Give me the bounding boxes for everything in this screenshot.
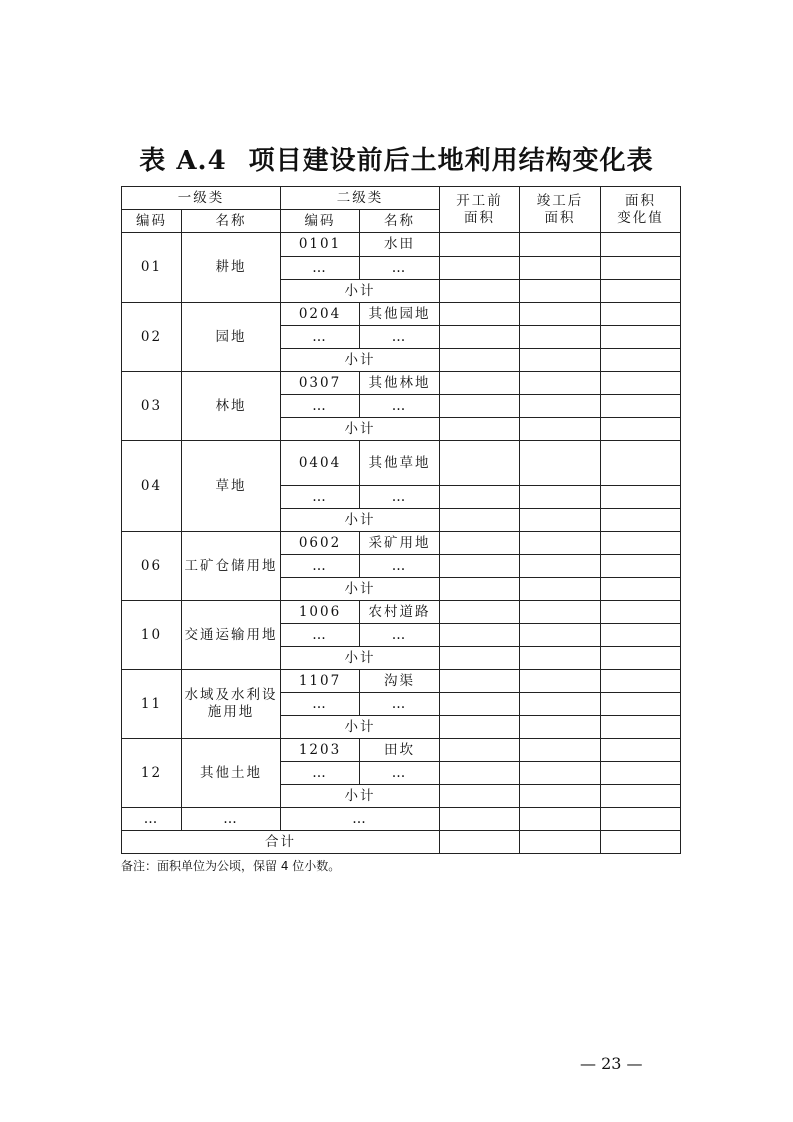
table-row — [122, 739, 681, 762]
after-area-cell — [520, 280, 601, 303]
ellipsis-cell: … — [281, 555, 360, 578]
header-after-area: 竣工后 面积 — [520, 187, 601, 233]
after-area-cell — [520, 831, 601, 854]
table-row — [122, 601, 681, 624]
area-change-cell — [601, 624, 681, 647]
table-title — [0, 140, 793, 177]
level1-name: 交通运输用地 — [182, 601, 281, 670]
area-change-cell — [601, 303, 681, 326]
subtotal-label: 小计 — [281, 349, 440, 372]
before-area-cell — [440, 670, 520, 693]
level2-name: 其他林地 — [360, 372, 440, 395]
after-area-cell — [520, 418, 601, 441]
level1-code: 12 — [122, 739, 182, 808]
subtotal-label: 小计 — [281, 509, 440, 532]
footnote: 备注：面积单位为公顷，保留 4 位小数。 — [121, 859, 341, 873]
header-area-change: 面积 变化值 — [601, 187, 681, 233]
after-area-cell — [520, 808, 601, 831]
level2-code: 1107 — [281, 670, 360, 693]
after-area-cell — [520, 372, 601, 395]
area-change-cell — [601, 532, 681, 555]
level1-name: 林地 — [182, 372, 281, 441]
before-area-cell — [440, 578, 520, 601]
level1-code: 04 — [122, 441, 182, 532]
before-area-cell — [440, 349, 520, 372]
ellipsis-cell: … — [281, 395, 360, 418]
after-area-cell — [520, 233, 601, 257]
level2-code: 0101 — [281, 233, 360, 257]
header-before-area: 开工前 面积 — [440, 187, 520, 233]
ellipsis-cell: … — [281, 326, 360, 349]
ellipsis-cell: … — [281, 486, 360, 509]
after-area-cell — [520, 716, 601, 739]
ellipsis-cell: … — [360, 257, 440, 280]
level2-code: 1203 — [281, 739, 360, 762]
header-sub-name: 名称 — [360, 210, 440, 233]
level2-name: 田坎 — [360, 739, 440, 762]
area-change-cell — [601, 831, 681, 854]
after-area-cell — [520, 326, 601, 349]
before-area-cell — [440, 601, 520, 624]
ellipsis-cell: … — [360, 486, 440, 509]
level2-name: 沟渠 — [360, 670, 440, 693]
area-change-cell — [601, 716, 681, 739]
after-area-cell — [520, 601, 601, 624]
ellipsis-cell: … — [360, 555, 440, 578]
level2-name: 其他草地 — [360, 441, 440, 486]
level2-code: 0307 — [281, 372, 360, 395]
after-area-cell — [520, 441, 601, 486]
ellipsis-cell: … — [281, 257, 360, 280]
level2-name: 农村道路 — [360, 601, 440, 624]
area-change-cell — [601, 808, 681, 831]
after-area-cell — [520, 509, 601, 532]
before-area-cell — [440, 555, 520, 578]
after-area-cell — [520, 785, 601, 808]
before-area-cell — [440, 441, 520, 486]
ellipsis-cell: … — [360, 762, 440, 785]
area-change-cell — [601, 233, 681, 257]
ellipsis-cell: … — [281, 762, 360, 785]
level1-code: 01 — [122, 233, 182, 303]
ellipsis-cell: … — [360, 693, 440, 716]
header-sub-code: 编码 — [281, 210, 360, 233]
level1-name: 工矿仓储用地 — [182, 532, 281, 601]
area-change-cell — [601, 739, 681, 762]
table-row — [122, 670, 681, 693]
land-use-table — [121, 186, 681, 854]
before-area-cell — [440, 808, 520, 831]
before-area-cell — [440, 762, 520, 785]
area-change-cell — [601, 326, 681, 349]
after-area-cell — [520, 395, 601, 418]
after-area-cell — [520, 693, 601, 716]
before-area-cell — [440, 486, 520, 509]
before-area-cell — [440, 326, 520, 349]
level2-code: 0602 — [281, 532, 360, 555]
table-row — [122, 372, 681, 395]
level1-name: 其他土地 — [182, 739, 281, 808]
after-area-cell — [520, 532, 601, 555]
before-area-cell — [440, 418, 520, 441]
ellipsis-cell: … — [281, 624, 360, 647]
table-row — [122, 233, 681, 257]
level2-name: 采矿用地 — [360, 532, 440, 555]
table-row — [122, 303, 681, 326]
after-area-cell — [520, 303, 601, 326]
after-area-cell — [520, 486, 601, 509]
ellipsis-cell: … — [182, 808, 281, 831]
area-change-cell — [601, 418, 681, 441]
after-area-cell — [520, 578, 601, 601]
level1-name: 耕地 — [182, 233, 281, 303]
area-change-cell — [601, 785, 681, 808]
header-name: 名称 — [182, 210, 281, 233]
after-area-cell — [520, 257, 601, 280]
after-area-cell — [520, 349, 601, 372]
subtotal-label: 小计 — [281, 785, 440, 808]
ellipsis-cell: … — [122, 808, 182, 831]
level2-code: 0404 — [281, 441, 360, 486]
level1-code: 11 — [122, 670, 182, 739]
before-area-cell — [440, 739, 520, 762]
after-area-cell — [520, 555, 601, 578]
level1-name: 园地 — [182, 303, 281, 372]
before-area-cell — [440, 372, 520, 395]
before-area-cell — [440, 233, 520, 257]
subtotal-label: 小计 — [281, 418, 440, 441]
level1-code: 02 — [122, 303, 182, 372]
ellipsis-cell: … — [360, 624, 440, 647]
table-number: 表 A.4 — [139, 146, 227, 176]
level1-code: 06 — [122, 532, 182, 601]
area-change-cell — [601, 349, 681, 372]
area-change-cell — [601, 486, 681, 509]
area-change-cell — [601, 280, 681, 303]
area-change-cell — [601, 509, 681, 532]
header-level2: 二级类 — [281, 187, 440, 210]
ellipsis-cell: … — [281, 808, 440, 831]
level1-name: 水域及水利设 施用地 — [182, 670, 281, 739]
ellipsis-cell: … — [360, 326, 440, 349]
level2-code: 0204 — [281, 303, 360, 326]
subtotal-label: 小计 — [281, 647, 440, 670]
area-change-cell — [601, 578, 681, 601]
before-area-cell — [440, 303, 520, 326]
after-area-cell — [520, 670, 601, 693]
subtotal-label: 小计 — [281, 716, 440, 739]
before-area-cell — [440, 257, 520, 280]
level2-name: 其他园地 — [360, 303, 440, 326]
area-change-cell — [601, 762, 681, 785]
page-number: — 23 — — [580, 1054, 643, 1073]
after-area-cell — [520, 739, 601, 762]
area-change-cell — [601, 395, 681, 418]
level1-name: 草地 — [182, 441, 281, 532]
total-label: 合计 — [122, 831, 440, 854]
table-row — [122, 441, 681, 486]
level2-name: 水田 — [360, 233, 440, 257]
subtotal-label: 小计 — [281, 280, 440, 303]
before-area-cell — [440, 532, 520, 555]
before-area-cell — [440, 647, 520, 670]
area-change-cell — [601, 601, 681, 624]
before-area-cell — [440, 785, 520, 808]
level2-code: 1006 — [281, 601, 360, 624]
before-area-cell — [440, 624, 520, 647]
before-area-cell — [440, 395, 520, 418]
ellipsis-cell: … — [281, 693, 360, 716]
before-area-cell — [440, 716, 520, 739]
before-area-cell — [440, 280, 520, 303]
header-code: 编码 — [122, 210, 182, 233]
after-area-cell — [520, 624, 601, 647]
area-change-cell — [601, 257, 681, 280]
before-area-cell — [440, 831, 520, 854]
area-change-cell — [601, 670, 681, 693]
area-change-cell — [601, 372, 681, 395]
after-area-cell — [520, 762, 601, 785]
table-caption: 项目建设前后土地利用结构变化表 — [248, 146, 654, 176]
ellipsis-row — [122, 808, 681, 831]
area-change-cell — [601, 693, 681, 716]
after-area-cell — [520, 647, 601, 670]
area-change-cell — [601, 441, 681, 486]
ellipsis-cell: … — [360, 395, 440, 418]
level1-code: 03 — [122, 372, 182, 441]
header-level1: 一级类 — [122, 187, 281, 210]
before-area-cell — [440, 693, 520, 716]
subtotal-label: 小计 — [281, 578, 440, 601]
before-area-cell — [440, 509, 520, 532]
level1-code: 10 — [122, 601, 182, 670]
table-row — [122, 532, 681, 555]
total-row — [122, 831, 681, 854]
area-change-cell — [601, 647, 681, 670]
area-change-cell — [601, 555, 681, 578]
